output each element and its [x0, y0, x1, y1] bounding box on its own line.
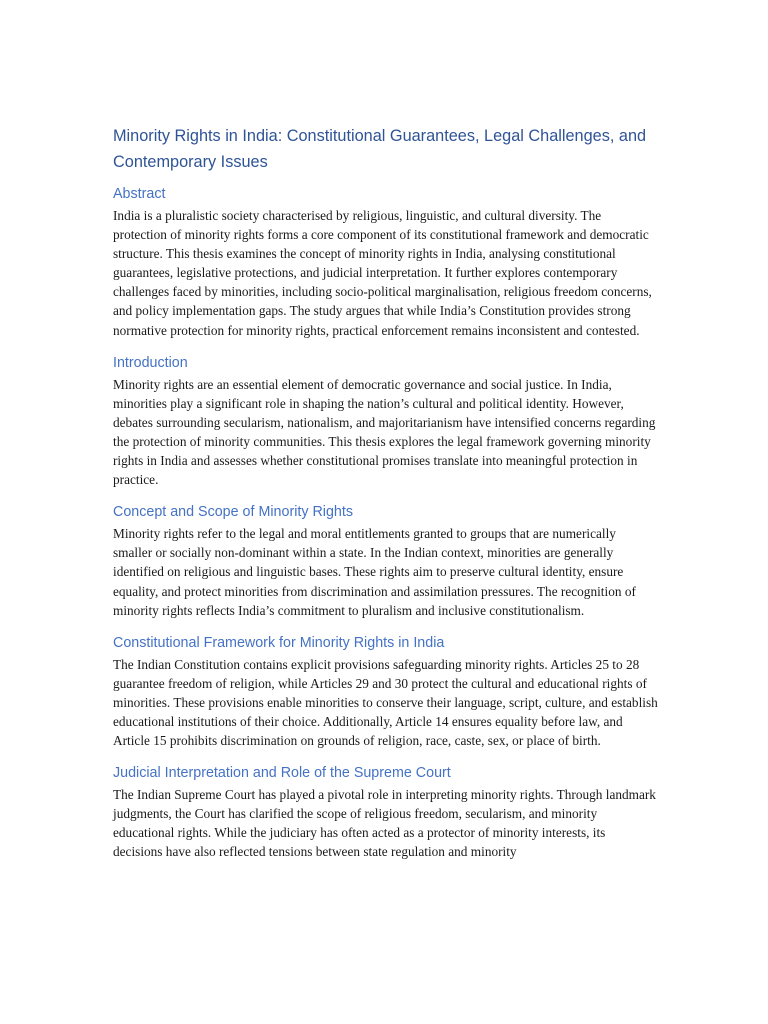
section-abstract — [113, 184, 658, 340]
section-heading: Introduction — [113, 354, 188, 371]
document-content — [113, 123, 658, 875]
section-body: Minority rights are an essential element of democratic governance and social justice. In India, minorities play a significant role in shaping the nation’s cultural and political identity. However, debates surrounding secularism, nationalism, and majoritarianism have intensified concerns regarding the protection of minority communities. This thesis explores the legal framework governing minority rights in India and assesses whether constitutional promises translate into meaningful protection in practice. — [113, 376, 656, 488]
section-body: India is a pluralistic society characterised by religious, linguistic, and cultural diversity. The protection of minority rights forms a core component of its constitutional framework and democratic structure. This thesis examines the concept of minority rights in India, analysing constitutional guarantees, legislative protections, and judicial interpretation. It further explores contemporary challenges faced by minorities, including socio-political marginalisation, religious freedom concerns, and policy implementation gaps. The study argues that while India’s Constitution provides strong normative protection for minority rights, practical enforcement remains inconsistent and contested. — [113, 208, 652, 338]
section-introduction — [113, 353, 658, 490]
section-concept-and-scope — [113, 502, 658, 619]
section-constitutional-framework — [113, 633, 658, 750]
section-heading: Judicial Interpretation and Role of the Supreme Court — [113, 765, 451, 782]
section-heading: Concept and Scope of Minority Rights — [113, 504, 353, 521]
section-heading: Constitutional Framework for Minority Rights in India — [113, 634, 445, 651]
section-heading: Abstract — [113, 186, 166, 202]
section-judicial-interpretation — [113, 763, 658, 861]
section-body: The Indian Supreme Court has played a pivotal role in interpreting minority rights. Through landmark judgments, the Court has clarified the scope of religious freedom, secularism, and minority educational rights. While the judiciary has often acted as a protector of minority interests, its decisions have also reflected tensions between state regulation and minority — [113, 787, 656, 860]
section-body: Minority rights refer to the legal and moral entitlements granted to groups that are numerically smaller or socially non-dominant within a state. In the Indian context, minorities are generally identified on religious and linguistic bases. These rights aim to preserve cultural identity, ensure equality, and protect minorities from discrimination and assimilation pressures. The recognition of minority rights reflects India’s commitment to pluralism and inclusive constitutionalism. — [113, 526, 636, 618]
document-title: Minority Rights in India: Constitutional Guarantees, Legal Challenges, and Contemporary Issues — [113, 127, 647, 171]
section-body: The Indian Constitution contains explicit provisions safeguarding minority rights. Articles 25 to 28 guarantee freedom of religion, while Articles 29 and 30 protect the cultural and educational rights of minorities. These provisions enable minorities to conserve their language, script, culture, and establish educational institutions of their choice. Additionally, Article 14 ensures equality before law, and Article 15 prohibits discrimination on grounds of religion, race, caste, sex, or place of birth. — [113, 656, 658, 749]
